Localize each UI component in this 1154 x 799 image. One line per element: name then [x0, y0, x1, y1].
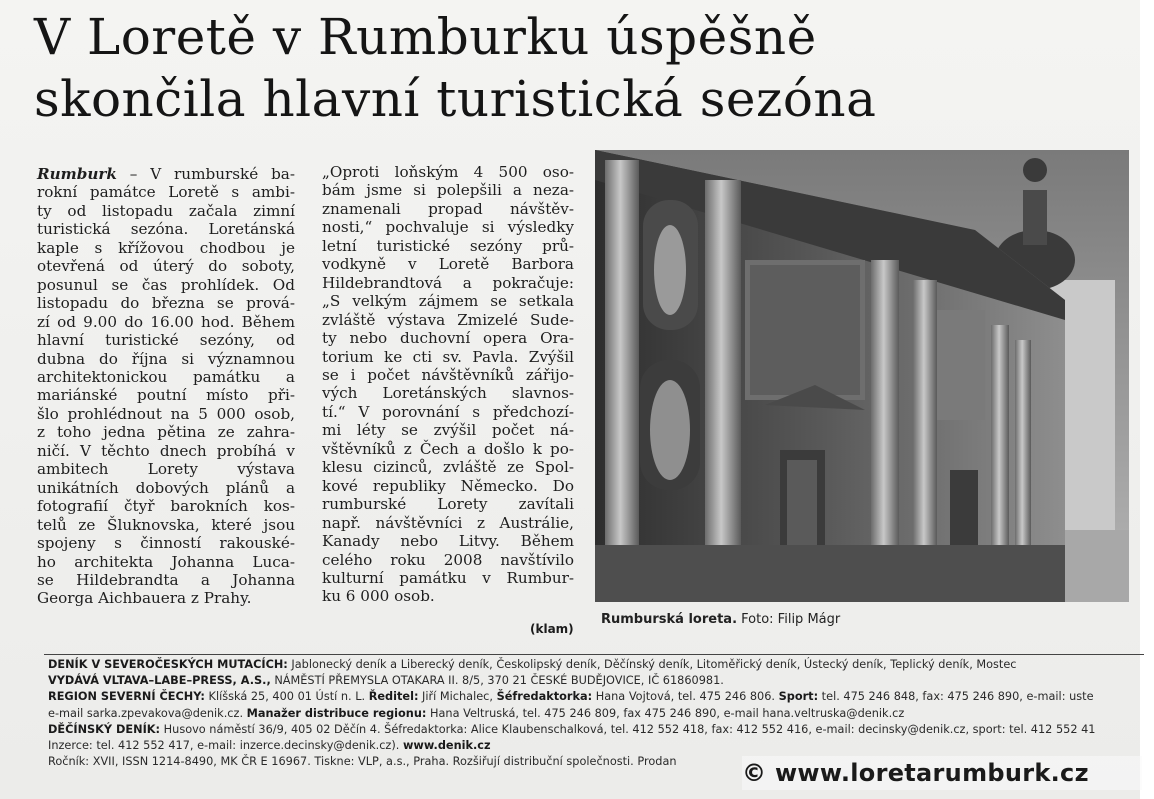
column-1-line: zí od 9.00 do 16.00 hod. Během — [37, 312, 295, 331]
column-2-line: ku 6 000 osob. — [322, 587, 435, 606]
column-2-line: celého roku 2008 navštívilo — [322, 550, 574, 569]
column-2-line: vodkyně v Loretě Barbora — [322, 255, 574, 274]
column-1-line: listopadu do března se prová- — [37, 294, 295, 313]
photo-caption — [601, 612, 840, 627]
imprint-row-decin: DĚČÍNSKÝ DENÍK: Husovo náměstí 36/9, 405 02 Děčín 4. Šéfredaktorka: Alice Klaubenschalková, tel. 412 552 418, fax: 412 552 416, e-mail: decinsky@denik.cz, sport: tel. 412 552 41 — [48, 722, 1096, 736]
imprint-row-region: REGION SEVERNÍ ČECHY: Klíšská 25, 400 01 Ústí n. L. Ředitel: Jiří Michalec, Šéfredaktorka: Hana Vojtová, tel. 475 246 806. Sport: tel. 475 246 848, fax: 475 246 890, e-mail: uste — [48, 690, 1094, 704]
column-1-line: rokní památce Loretě s ambi- — [37, 183, 295, 202]
imprint-row-publisher: VYDÁVÁ VLTAVA–LABE–PRESS, A.S., NÁMĚSTÍ PŘEMYSLA OTAKARA II. 8/5, 370 21 ČESKÉ BUDĚJOVICE, IČ 61860981. — [48, 674, 724, 688]
column-1-line: hlavní turistické sezóny, od — [37, 331, 295, 350]
column-1-line: dubna do října si významnou — [37, 349, 295, 368]
column-2-line: Hildebrandtová a pokračuje: — [322, 273, 574, 292]
imprint-row-advertising: Inzerce: tel. 412 552 417, e-mail: inzerce.decinsky@denik.cz). www.denik.cz — [48, 739, 491, 753]
column-2-line: zvláště výstava Zmizelé Sude- — [322, 310, 574, 329]
column-1-first-line: Rumburk – V rumburské ba- — [37, 165, 295, 183]
column-1-line: mariánské poutní místo při- — [37, 386, 295, 405]
author-signature: (klam) — [530, 622, 574, 636]
loreta-photo-illustration — [595, 150, 1129, 602]
headline-line-2: skončila hlavní turistická sezóna — [34, 70, 877, 128]
column-2-line: kulturní památku v Rumbur- — [322, 568, 574, 587]
article-column-1 — [37, 165, 295, 608]
imprint-row-editions: DENÍK V SEVEROČESKÝCH MUTACÍCH: Jablonecký deník a Liberecký deník, Českolipský deník, Děčínský deník, Litoměřický deník, Ústecký deník, Teplický deník, Mostec — [48, 658, 1017, 671]
headline-line-1: V Loretě v Rumburku úspěšně — [34, 8, 817, 66]
column-1-line: spojeny s činností rakouské- — [37, 534, 295, 553]
column-2-line: rumburské Lorety zavítali — [322, 495, 574, 514]
imprint-divider — [44, 654, 1144, 655]
column-2-line: klesu cizinců, zvláště ze Spol- — [322, 458, 574, 477]
column-2-line: kové republiky Německo. Do — [322, 476, 574, 495]
article-photo — [595, 150, 1129, 602]
column-1-line: se Hildebrandta a Johanna — [37, 570, 295, 589]
column-2-line: torium ke cti sv. Pavla. Zvýšil — [322, 347, 574, 366]
column-2-line: tí.“ V porovnání s předchozí- — [322, 402, 574, 421]
column-2-line: Kanady nebo Litvy. Během — [322, 532, 574, 551]
column-1-line: ničí. V těchto dnech probíhá v — [37, 441, 295, 460]
column-1-line: Georga Aichbauera z Prahy. — [37, 589, 252, 608]
column-2-line: bám jsme si polepšili a neza- — [322, 181, 574, 200]
column-1-line: kaple s křížovou chodbou je — [37, 238, 295, 257]
column-2-line: mi léty se zvýšil počet ná- — [322, 421, 574, 440]
column-1-line: turistická sezóna. Loretánská — [37, 220, 295, 239]
column-1-line: fotografií čtyř barokních kos- — [37, 497, 295, 516]
newspaper-imprint — [48, 657, 1148, 770]
column-1-line: ambitech Lorety výstava — [37, 460, 295, 479]
column-2-line: ty nebo duchovní opera Ora- — [322, 329, 574, 348]
column-2-line: vštěvníků z Čech a došlo k po- — [322, 439, 574, 458]
column-1-line: unikátních dobových plánů a — [37, 478, 295, 497]
column-2-line: „S velkým zájmem se setkala — [322, 292, 574, 311]
caption-credit: Foto: Filip Mágr — [741, 612, 841, 627]
article-column-2 — [322, 163, 574, 606]
column-1-line: ty od listopadu začala zimní — [37, 201, 295, 220]
column-2-line: „Oproti loňským 4 500 oso- — [322, 163, 574, 181]
dateline: Rumburk — [37, 165, 117, 183]
website-watermark: © www.loretarumburk.cz — [742, 756, 1142, 790]
article-headline — [34, 6, 1034, 130]
column-2-line: např. návštěvníci z Austrálie, — [322, 513, 574, 532]
column-1-line: architektonickou památku a — [37, 367, 295, 386]
column-1-line: posunul se čas prohlídek. Od — [37, 275, 295, 294]
column-2-line: vých Loretánských slavnos- — [322, 384, 574, 403]
column-1-line: šlo prohlédnout na 5 000 osob, — [37, 404, 295, 423]
column-2-body — [322, 163, 574, 606]
column-1-body — [37, 183, 295, 607]
column-2-line: znamenali propad návštěv- — [322, 199, 574, 218]
column-2-line: se i počet návštěvníků zářijo- — [322, 365, 574, 384]
column-1-line: z toho jedna pětina ze zahra- — [37, 423, 295, 442]
caption-title: Rumburská loreta. — [601, 612, 738, 627]
column-2-line: nosti,“ pochvaluje si výsledky — [322, 218, 574, 237]
column-2-line: letní turistické sezóny prů- — [322, 236, 574, 255]
imprint-row-registration: Ročník: XVII, ISSN 1214-8490, MK ČR E 16967. Tiskne: VLP, a.s., Praha. Rozšiřují distribuční společnosti. Prodan — [48, 755, 677, 769]
column-1-line: telů ze Šluknovska, které jsou — [37, 515, 295, 534]
column-1-line: ho architekta Johanna Luca- — [37, 552, 295, 571]
column-1-line: otevřená od úterý do soboty, — [37, 257, 295, 276]
imprint-row-distribution: e-mail sarka.zpevakova@denik.cz. Manažer distribuce regionu: Hana Veltruská, tel. 475 246 809, fax 475 246 890, e-mail hana.veltruska@denik.cz — [48, 706, 905, 720]
